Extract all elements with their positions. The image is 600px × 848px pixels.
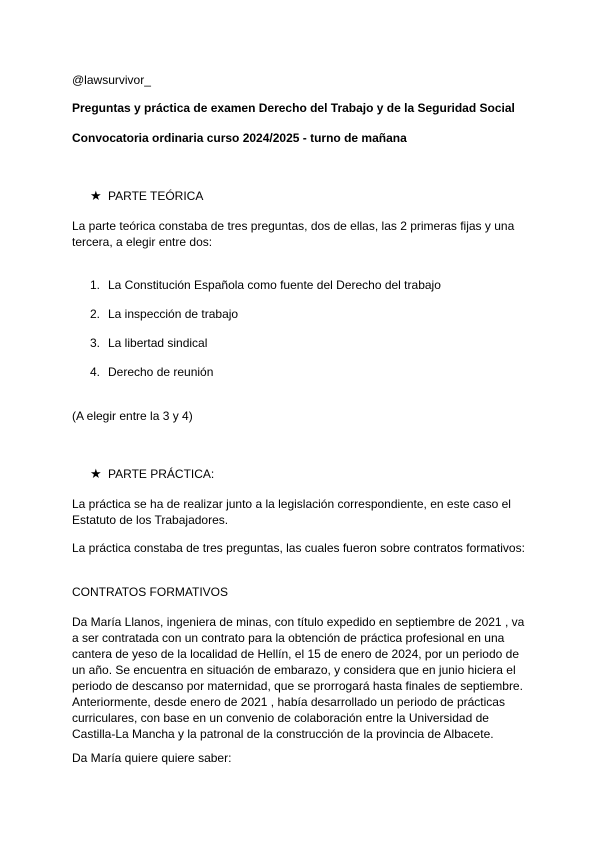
list-item-text: Derecho de reunión xyxy=(108,365,214,379)
list-item xyxy=(90,306,238,322)
question-intro: Da María quiere quiere saber: xyxy=(72,751,232,765)
list-item xyxy=(90,335,207,351)
teorica-heading-row xyxy=(90,188,203,204)
author-handle: @lawsurvivor_ xyxy=(72,73,151,87)
star-icon: ★ xyxy=(90,466,102,481)
list-item-text: La libertad sindical xyxy=(108,336,208,350)
list-item xyxy=(90,364,213,380)
practica-heading: PARTE PRÁCTICA: xyxy=(108,467,215,481)
teorica-intro: La parte teórica constaba de tres preguntas, dos de ellas, las 2 primeras fijas y una tercera, a elegir entre dos: xyxy=(72,219,515,249)
teorica-heading: PARTE TEÓRICA xyxy=(108,189,204,203)
list-item-number: 1. xyxy=(90,278,101,292)
star-icon: ★ xyxy=(90,188,102,203)
list-item xyxy=(90,277,441,293)
practica-paragraph-2: La práctica constaba de tres preguntas, las cuales fueron sobre contratos formativos: xyxy=(72,541,525,555)
document-subtitle: Convocatoria ordinaria curso 2024/2025 - turno de mañana xyxy=(72,131,407,145)
section-title: CONTRATOS FORMATIVOS xyxy=(72,585,229,599)
case-paragraph: Da María Llanos, ingeniera de minas, con título expedido en septiembre de 2021 , va a ser contratada con un contrato para la obtención de práctica profesional en una cantera de yeso de la localidad de Hellín, el 15 de enero de 2024, por un periodo de un año. Se encuentra en situación de embarazo, y considera que en junio hiciera el periodo de descanso por maternidad, que se prorrogará hasta finales de septiembre. Anteriormente, desde enero de 2021 , había desarrollado un periodo de prácticas curriculares, con base en un convenio de colaboración entre la Universidad de Castilla-La Mancha y la patronal de la construcción de la provincia de Albacete. xyxy=(72,615,525,741)
list-item-number: 4. xyxy=(90,365,101,379)
list-item-text: La Constitución Española como fuente del Derecho del trabajo xyxy=(108,278,441,292)
list-item-number: 3. xyxy=(90,336,101,350)
document-title: Preguntas y práctica de examen Derecho del Trabajo y de la Seguridad Social xyxy=(72,101,515,115)
list-item-text: La inspección de trabajo xyxy=(108,307,239,321)
teorica-note: (A elegir entre la 3 y 4) xyxy=(72,409,193,423)
list-item-number: 2. xyxy=(90,307,101,321)
practica-paragraph-1: La práctica se ha de realizar junto a la legislación correspondiente, en este caso el Estatuto de los Trabajadores. xyxy=(72,497,511,527)
practica-heading-row xyxy=(90,466,214,482)
